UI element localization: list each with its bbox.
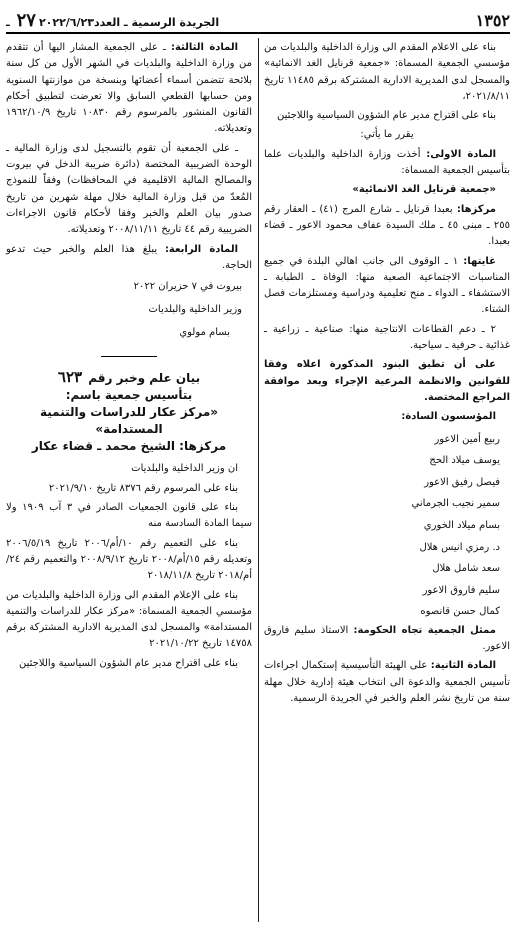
founders-list [264,429,510,623]
notice-title [6,369,252,387]
issue-date: ٢٠٢٢/٦/٢٣ ـ [6,15,94,29]
decides-line: يقرر ما يأتي: [360,129,414,141]
founder-name: سعد شامل هلال [432,563,500,575]
article-3-text: ـ على الجمعية المشار اليها أن تتقدم من وزارة الداخلية والبلديات في الشهر الأول من كل سنة بلائحة تتضمن أسماء أعضائها وبنسخة من موازنتها السنوية ومن حسابها القطعي السابق والا تعرضت لتطبيق أحكام القانون المنشور بالمرسوم رقم ١٠٨٣٠ تاريخ ١٩٦٢/١٠/٩ وتعديلاته. [6,42,252,135]
founder-name: ربيع أمين الاعور [434,433,500,445]
notice-association-name: «مركز عكار للدراسات والتنمية المستدامة» [39,405,219,437]
headquarters-text: بعبدا قرنايل ـ شارع المرج (٤١) ـ العقار رقم ٢٥٥ ـ مبنى ٤٥ ـ ملك السيدة عفاف محمود الاعور ـ قضاء بعبدا. [264,203,510,248]
founder-name: كمال حسن قانصوه [420,606,500,618]
column-divider [258,38,259,922]
article-4 [6,242,252,275]
gazette-name: الجريدة الرسمية ـ العدد [93,15,220,29]
article-1 [264,147,510,180]
founders-label: المؤسسون السادة: [401,411,496,423]
notice-number: ٦٢٣ [57,368,83,387]
article-4-text: يبلغ هذا العلم والخبر حيث تدعو الحاجة. [6,243,252,271]
founder-name: سمير نجيب الجرماني [411,498,500,510]
government-representative [264,623,510,656]
section-separator [6,347,252,363]
headquarters-label: مركزها: [456,203,496,215]
article-2-text: على الهيئة التأسيسية إستكمال اجراءات تأسيس الجمعية والدعوة الى انتخاب هيئة إدارية خلال مهلة سنة من تاريخ نشر العلم والخبر في الجريدة الرسمية. [264,660,510,705]
minister-name: بسام مولوي [179,327,230,339]
notice-headquarters: مركزها: الشيخ محمد ـ قضاء عكار [31,439,227,454]
right-column [264,40,510,710]
founder-name: د. رمزي انيس هلال [419,541,500,553]
notice-title-text: بيان علم وخبر رقم [88,371,201,386]
page-number: ١٣٥٢ [475,10,510,30]
left-column [6,40,252,675]
law-reference: بناء على قانون الجمعيات الصادر في ٣ آب ١٩٠٩ ولا سيما المادة السادسة منه [6,502,252,530]
article-2-label: المادة الثانية: [430,660,497,672]
from-minister: ان وزير الداخلية والبلديات [131,463,238,475]
notice-subtitle: بتأسيس جمعية باسم: [65,388,193,403]
founder-name: بسام ميلاد الخوري [423,519,500,531]
minister-title: وزير الداخلية والبلديات [148,304,242,316]
header-rule [6,32,510,34]
gov-rep-text: الاستاذ سليم فاروق الاعور. [264,624,510,653]
condition-paragraph: على أن تطبق البنود المذكورة اعلاه وفقا للقوانين والانظمة المرعية الإجراء وبعد موافقة المراجع المختصة. [264,359,510,403]
proposal-reference: بناء على اقتراح مدير عام الشؤون السياسية واللاجئين [19,657,238,669]
intro-paragraph: بناء على الاعلام المقدم الى وزارة الداخلية والبلديات من مؤسسي الجمعية المسماة: «جمعية قرنايل الغد الانمائية» والمسجل لدى المديرية الادارية المشتركة برقم ١١٤٨٥ تاريخ ٢٠٢١/٨/١١، [264,42,511,102]
founder-name: يوسف ميلاد الحج [429,455,500,467]
headquarters [264,202,510,251]
founder-name: سليم فاروق الاعور [422,584,500,596]
issue-number: ٢٧ [16,9,36,31]
goals [264,254,510,319]
circulars-reference: بناء على التعميم رقم ١٠/أم/٢٠٠٦ تاريخ ٢٠٠٦/٥/١٩ وتعديله رقم ١٥/أم/٢٠٠٨ تاريخ ٢٠٠٨/٩/١٢ والتعميم رقم ٢٤/أم/٢٠١٨ تاريخ ٢٠١٨/١١/٨ [6,537,252,582]
goal-1: ١ ـ الوقوف الى جانب اهالي البلدة في جميع المناسبات الاجتماعية الصعبة منها: الوفاة ـ الطبابة ـ الاستشفاء ـ الدواء ـ منح تعليمية ودراسية ومستلزمات فصل الشتاء. [264,255,510,316]
article-1-text: أخذت وزارة الداخلية والبلديات علما بتأسيس الجمعية المسماة: [264,148,510,177]
article-3 [6,40,252,138]
founder-name: فيصل رفيق الاعور [424,476,500,488]
goals-label: غايتها: [463,255,496,267]
article-3-tax: ـ على الجمعية أن تقوم بالتسجيل لدى وزارة المالية ـ الوحدة الضريبية المختصة (دائرة ضريبة الدخل في بيروت والمصالح المالية الاقليمية في المحافظات) وفقاً للنموذج المُعدّ من قبل وزارة المالية خلال مهلة شهرين من تاريخ صدور بيان العلم والخبر وفقا لأحكام قانون الاجراءات الضريبية رقم ٤٤ تاريخ ٢٠٠٨/١١/١١ وتعديلاته. [6,142,252,236]
notification-reference: بناء على الإعلام المقدم الى وزارة الداخلية والبلديات من مؤسسي الجمعية المسماة: «مركز عكار للدراسات والتنمية المستدامة» والمسجل لدى المديرية الادارية المشتركة برقم ١٤٧٥٨ تاريخ ٢٠٢١/١٠/٢٢ [6,589,252,650]
goal-2: ٢ ـ دعم القطاعات الانتاجية منها: صناعية ـ زراعية ـ غذائية ـ حرفية ـ سياحية. [264,323,510,352]
association-name: «جمعية قرنايل الغد الانمائية» [352,184,496,196]
decree-reference: بناء على المرسوم رقم ٨٣٧٦ تاريخ ٢٠٢١/٩/١٠ [48,482,238,494]
article-3-label: المادة الثالثة: [170,42,239,53]
proposal-paragraph: بناء على اقتراح مدير عام الشؤون السياسية واللاجئين [277,110,496,122]
gov-rep-label: ممثل الجمعية تجاه الحكومة: [353,624,497,636]
article-4-label: المادة الرابعة: [164,243,239,255]
place-date: بيروت في ٧ حزيران ٢٠٢٢ [133,281,242,293]
gazette-title [6,10,219,31]
article-2 [264,658,510,707]
page-header [6,8,510,32]
article-1-label: المادة الاولى: [426,148,497,160]
